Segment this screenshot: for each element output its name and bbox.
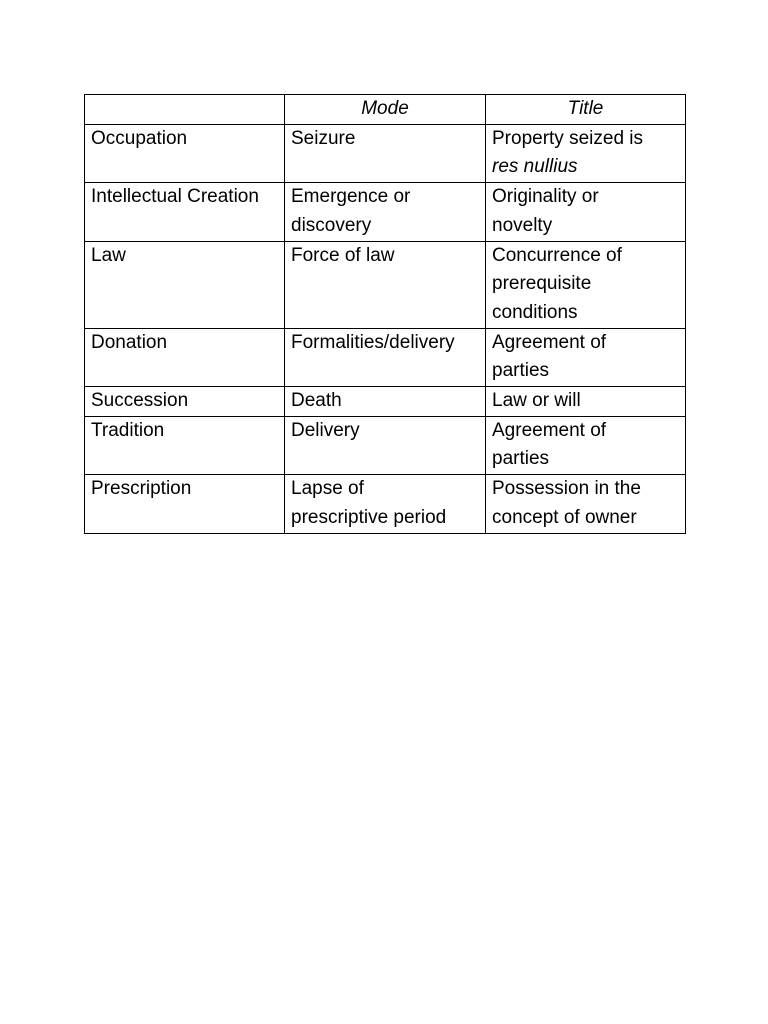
table-row — [85, 475, 686, 533]
title-line: Possession in the — [492, 478, 641, 500]
title-line: Law or will — [492, 390, 581, 412]
modes-of-acquisition-table — [84, 94, 686, 534]
mode-line: Emergence or — [291, 186, 411, 208]
row-mode-cell — [285, 387, 486, 417]
row-name-cell: Occupation — [85, 124, 285, 182]
row-title-cell — [486, 241, 686, 328]
header-mode-cell: Mode — [285, 95, 486, 125]
row-name-cell: Intellectual Creation — [85, 183, 285, 241]
title-line: conditions — [492, 301, 578, 323]
table-row — [85, 183, 686, 241]
header-title-cell: Title — [486, 95, 686, 125]
row-name-cell: Law — [85, 241, 285, 328]
row-title-cell — [486, 387, 686, 417]
mode-line: Death — [291, 390, 342, 412]
row-title-cell — [486, 328, 686, 386]
title-line: Agreement of — [492, 331, 607, 353]
table-row — [85, 241, 686, 328]
row-mode-cell — [285, 328, 486, 386]
row-mode-cell — [285, 124, 486, 182]
row-mode-cell — [285, 241, 486, 328]
mode-line: discovery — [291, 214, 372, 236]
mode-line: Seizure — [291, 127, 356, 149]
row-name-cell: Tradition — [85, 416, 285, 474]
row-name-cell: Prescription — [85, 475, 285, 533]
row-mode-cell — [285, 183, 486, 241]
row-title-cell — [486, 183, 686, 241]
table-row — [85, 328, 686, 386]
row-title-cell — [486, 124, 686, 182]
row-mode-cell — [285, 416, 486, 474]
title-line: Concurrence of — [492, 244, 622, 266]
title-line: parties — [492, 448, 550, 470]
title-line: Originality or — [492, 186, 599, 208]
row-name-cell: Succession — [85, 387, 285, 417]
row-title-cell — [486, 475, 686, 533]
mode-line: prescriptive period — [291, 506, 447, 528]
table-row — [85, 416, 686, 474]
title-line: concept of owner — [492, 506, 637, 528]
table-row — [85, 124, 686, 182]
title-line: Agreement of — [492, 419, 607, 441]
mode-line: Lapse of — [291, 478, 364, 500]
mode-line: Delivery — [291, 419, 360, 441]
title-line: Property seized is — [492, 127, 644, 149]
title-italic-line: res nullius — [492, 156, 578, 178]
title-line: parties — [492, 360, 550, 382]
title-line: novelty — [492, 214, 553, 236]
header-row — [85, 95, 686, 125]
table-row — [85, 387, 686, 417]
row-name-cell: Donation — [85, 328, 285, 386]
row-mode-cell — [285, 475, 486, 533]
header-blank-cell — [85, 95, 285, 125]
mode-line: Force of law — [291, 244, 395, 266]
title-line: prerequisite — [492, 273, 592, 295]
row-title-cell — [486, 416, 686, 474]
mode-line: Formalities/delivery — [291, 331, 455, 353]
